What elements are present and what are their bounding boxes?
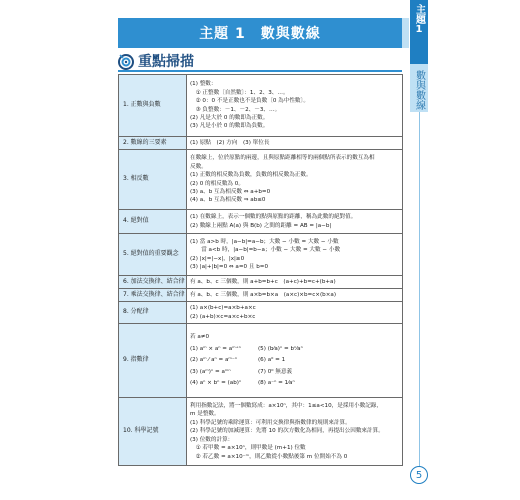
content-line: (1) 正數的相反數為負數，負數的相反數為正數。 xyxy=(190,172,312,179)
target-icon xyxy=(117,52,135,70)
content-line: (1) 原點 (2) 方向 (3) 單位長 xyxy=(190,139,270,146)
content-line: (1) 科學記號的乘除運算：可利用交換律與指數律的規則來計算。 xyxy=(190,419,351,426)
exponent-law: (1) aᵐ × aⁿ = aᵐ⁺ⁿ xyxy=(190,345,241,352)
key-points-table xyxy=(118,74,403,466)
table-row xyxy=(119,210,403,234)
exponent-law: (7) 0⁰ 無意義 xyxy=(258,368,293,375)
content-line: (2) |x|=|−x|，|x|≥0 xyxy=(190,255,245,262)
row-content xyxy=(187,289,403,302)
side-tab-label: 主題 xyxy=(413,4,425,24)
row-content xyxy=(187,234,403,276)
content-line: (2) 科學記號的加減運算：先將 10 的次方數化為相同，再提出公因數來計算。 xyxy=(190,428,384,435)
row-label: 7. 乘法交換律、結合律 xyxy=(119,289,187,302)
content-line: (1) 當 a>b 時，|a−b|=a−b；大數 − 小數 = 大數 − 小數 xyxy=(190,238,339,245)
table-row xyxy=(119,137,403,150)
row-content xyxy=(187,324,403,398)
exponent-law: (5) (b⁄a)ⁿ = bⁿ⁄aⁿ xyxy=(258,345,303,352)
content-line: 有 a、b、c 三個數，則 a×b=b×a (a×c)×b=c×(b×a) xyxy=(190,291,337,298)
header-accent xyxy=(402,18,409,48)
exponent-law: (3) (aᵐ)ⁿ = aᵐⁿ xyxy=(190,368,231,375)
chapter-title: 主題 1 數與數線 xyxy=(199,26,321,42)
row-content xyxy=(187,137,403,150)
row-label: 2. 數線的三要素 xyxy=(119,137,187,150)
content-line: (3) |a|+|b|=0 ⇔ a=0 且 b=0 xyxy=(190,263,269,270)
row-label: 5. 絕對值的重要觀念 xyxy=(119,234,187,276)
row-label: 9. 指數律 xyxy=(119,324,187,398)
side-divider xyxy=(419,112,420,470)
content-line: 當 a<b 時，|a−b|=b−a；小數 − 大數 = 大數 − 小數 xyxy=(190,247,341,254)
row-label: 4. 絕對值 xyxy=(119,210,187,234)
content-line: (3) a、b 互為相反數 ⇔ a+b=0 xyxy=(190,188,271,195)
side-subtitle-strip xyxy=(410,64,428,112)
row-content xyxy=(187,75,403,137)
page-number: 5 xyxy=(410,466,428,484)
content-line: (2) 0 的相反數為 0。 xyxy=(190,180,244,187)
content-line: ① 正整數〔自然數〕：1、2、3、…。 xyxy=(190,89,289,96)
content-line: (1) 整數： xyxy=(190,81,217,88)
content-line: 反數。 xyxy=(190,163,207,170)
row-label: 10. 科學記號 xyxy=(119,398,187,466)
row-label: 6. 加法交換律、結合律 xyxy=(119,276,187,289)
table-row xyxy=(119,398,403,466)
section-rule xyxy=(118,70,402,72)
section-title: 重點掃描 xyxy=(138,54,194,70)
row-content xyxy=(187,302,403,324)
table-row xyxy=(119,302,403,324)
row-content xyxy=(187,210,403,234)
content-line: (1) 在數線上，表示一個數的點與原點的距離，稱為此數的絕對值。 xyxy=(190,214,357,221)
content-line: (2) 數線上兩點 A(a) 與 B(b) 之間的距離 = AB = |a−b| xyxy=(190,222,332,229)
row-content xyxy=(187,276,403,289)
side-tab-number: 1 xyxy=(415,24,423,35)
row-label: 3. 相反數 xyxy=(119,150,187,210)
content-line: ② 若乙數 = a×10⁻ᵐ，則乙數從小數點後第 m 位開始不為 0 xyxy=(190,453,348,460)
table-row xyxy=(119,75,403,137)
content-line: (3) 位數的計算： xyxy=(190,436,234,443)
exponent-law: (2) aᵐ ⁄ aⁿ = aᵐ⁻ⁿ xyxy=(190,357,238,364)
content-line: ① 若甲數 = a×10ⁿ，則甲數是 (m+1) 位數 xyxy=(190,445,306,452)
row-label: 8. 分配律 xyxy=(119,302,187,324)
content-line: (2) 凡是大於 0 的數即為正數。 xyxy=(190,114,269,121)
content-line: (3) 凡是小於 0 的數即為負數。 xyxy=(190,123,269,130)
content-line: 在數線上，位於原點的兩邊，且與原點距離相等的兩個點所表示的數互為相 xyxy=(190,155,375,162)
row-content xyxy=(187,150,403,210)
content-line: (1) a×(b+c)=a×b+a×c xyxy=(190,305,256,312)
table-row xyxy=(119,150,403,210)
content-line: 若 a≠0 xyxy=(190,334,210,341)
table-row xyxy=(119,289,403,302)
table-row xyxy=(119,324,403,398)
exponent-law: (4) aⁿ × bⁿ = (ab)ⁿ xyxy=(190,380,242,387)
exponent-law: (6) a⁰ = 1 xyxy=(258,357,286,364)
row-label: 1. 正數與負數 xyxy=(119,75,187,137)
table-row xyxy=(119,276,403,289)
exponent-laws-grid xyxy=(190,345,399,388)
side-subtitle: 數與數線 xyxy=(413,70,425,110)
content-line: ③ 負整數：－1、－2、－3、…。 xyxy=(190,106,281,113)
table-row xyxy=(119,234,403,276)
content-line: 利用指數記法，將一個數寫成：a×10ⁿ，其中：1≤a<10，是採用小數記錄， xyxy=(190,403,382,410)
content-line: (4) a、b 互為相反數 ⇒ ab≤0 xyxy=(190,197,266,204)
row-content xyxy=(187,398,403,466)
chapter-header xyxy=(118,18,402,48)
side-chapter-tab[interactable] xyxy=(410,0,428,64)
content-line: (2) (a+b)×c=a×c+b×c xyxy=(190,313,256,320)
content-line: m 是整數。 xyxy=(190,411,220,418)
content-line: 有 a、b、c 三個數，則 a+b=b+c (a+c)+b=c+(b+a) xyxy=(190,278,336,285)
exponent-law: (8) a⁻ⁿ = 1⁄aⁿ xyxy=(258,380,295,387)
content-line: ② 0：0 不是正數也不是負數〔0 為中性數〕。 xyxy=(190,98,309,105)
